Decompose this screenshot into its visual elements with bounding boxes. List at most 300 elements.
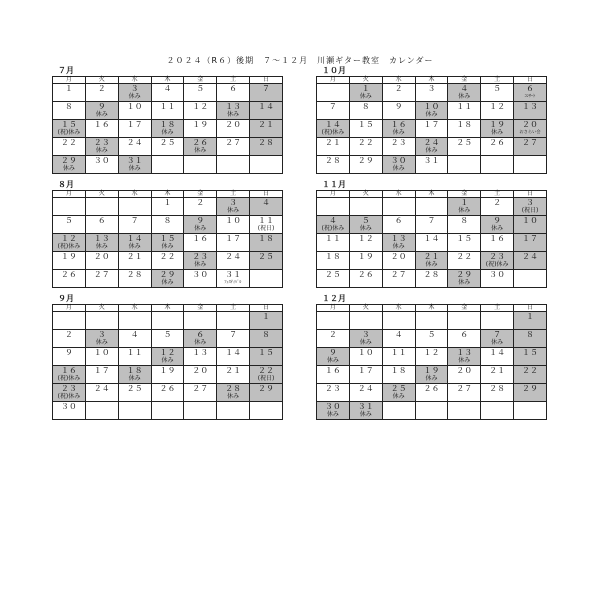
day-note: 休み	[359, 339, 372, 346]
day-number: １０	[423, 102, 440, 111]
day-cell	[53, 234, 86, 252]
day-number: １５	[159, 234, 176, 243]
day-number: ４	[460, 84, 469, 93]
day-cell	[382, 156, 415, 174]
day-cell	[415, 270, 448, 288]
day-cell	[514, 84, 547, 102]
day-number: ２０	[456, 366, 473, 375]
day-cell	[448, 198, 481, 216]
day-number: ２７	[93, 270, 110, 279]
day-cell	[151, 384, 184, 402]
empty-cell	[514, 156, 547, 174]
empty-cell	[317, 312, 350, 330]
day-number: ８	[163, 216, 172, 225]
week-row	[53, 156, 283, 174]
day-note: 休み	[392, 393, 405, 400]
empty-cell	[53, 198, 86, 216]
day-cell	[217, 366, 250, 384]
day-cell	[118, 120, 151, 138]
day-note: (祝)休み	[57, 243, 81, 250]
day-cell	[118, 330, 151, 348]
day-cell	[184, 84, 217, 102]
day-cell	[217, 234, 250, 252]
day-cell	[53, 120, 86, 138]
day-number: ６	[196, 330, 205, 339]
empty-cell	[184, 156, 217, 174]
day-number: ２０	[93, 252, 110, 261]
week-row	[317, 312, 547, 330]
day-number: ２９	[357, 156, 374, 165]
day-number: １８	[126, 366, 143, 375]
day-number: １４	[489, 348, 506, 357]
day-number: ６	[460, 330, 469, 339]
empty-cell	[448, 402, 481, 420]
day-cell	[85, 348, 118, 366]
day-cell	[349, 234, 382, 252]
day-number: １２	[489, 102, 506, 111]
empty-cell	[382, 402, 415, 420]
day-cell	[514, 216, 547, 234]
day-number: １１	[159, 102, 176, 111]
empty-cell	[184, 402, 217, 420]
empty-cell	[514, 270, 547, 288]
week-row	[317, 120, 547, 138]
day-cell	[382, 384, 415, 402]
day-number: １９	[192, 120, 209, 129]
empty-cell	[317, 198, 350, 216]
day-note: 休み	[194, 261, 207, 268]
day-cell	[349, 330, 382, 348]
day-cell	[317, 252, 350, 270]
day-number: ４	[262, 198, 271, 207]
week-row	[53, 216, 283, 234]
empty-cell	[415, 402, 448, 420]
day-cell	[349, 402, 382, 420]
day-number: ２１	[258, 120, 275, 129]
empty-cell	[415, 198, 448, 216]
day-note: 休み	[359, 93, 372, 100]
day-note: 休み	[392, 165, 405, 172]
day-cell	[85, 120, 118, 138]
calendar-august	[52, 180, 283, 288]
day-cell	[448, 216, 481, 234]
day-number: １５	[522, 348, 539, 357]
weekday-header: 日	[250, 191, 283, 198]
day-cell	[415, 120, 448, 138]
day-number: ９	[97, 102, 106, 111]
empty-cell	[217, 402, 250, 420]
day-cell	[53, 366, 86, 384]
day-cell	[349, 252, 382, 270]
day-cell	[448, 366, 481, 384]
day-number: １７	[126, 120, 143, 129]
day-cell	[184, 216, 217, 234]
day-number: ２１	[324, 138, 341, 147]
day-number: ２９	[60, 156, 77, 165]
day-cell	[448, 384, 481, 402]
week-row	[317, 102, 547, 120]
weekday-header: 水	[382, 191, 415, 198]
day-number: ３１	[225, 270, 242, 279]
day-cell	[250, 138, 283, 156]
day-number: １７	[225, 234, 242, 243]
day-number: １３	[390, 234, 407, 243]
day-note: 休み	[491, 225, 504, 232]
weekday-header: 月	[53, 191, 86, 198]
day-cell	[151, 216, 184, 234]
day-note: 休み	[491, 339, 504, 346]
day-cell	[514, 102, 547, 120]
day-cell	[217, 198, 250, 216]
weekday-header: 火	[85, 191, 118, 198]
day-note: 休み	[458, 279, 471, 286]
day-cell	[349, 366, 382, 384]
day-cell	[250, 348, 283, 366]
empty-cell	[184, 312, 217, 330]
weekday-header: 日	[514, 77, 547, 84]
week-row	[53, 384, 283, 402]
day-cell	[53, 384, 86, 402]
day-cell	[514, 120, 547, 138]
day-cell	[151, 138, 184, 156]
day-cell	[250, 198, 283, 216]
day-note: 休み	[62, 165, 75, 172]
day-cell	[317, 138, 350, 156]
day-number: １０	[357, 348, 374, 357]
day-cell	[481, 270, 514, 288]
day-number: １７	[522, 234, 539, 243]
day-number: １６	[489, 234, 506, 243]
day-number: １６	[60, 366, 77, 375]
day-cell	[151, 270, 184, 288]
day-cell	[53, 156, 86, 174]
day-number: ４	[163, 84, 172, 93]
day-cell	[317, 366, 350, 384]
day-number: １１	[258, 216, 275, 225]
day-number: １９	[60, 252, 77, 261]
weekday-header: 火	[85, 305, 118, 312]
day-cell	[448, 330, 481, 348]
day-cell	[53, 270, 86, 288]
day-cell	[448, 348, 481, 366]
day-number: ６	[229, 84, 238, 93]
day-cell	[85, 384, 118, 402]
empty-cell	[217, 156, 250, 174]
day-cell	[448, 138, 481, 156]
day-cell	[349, 384, 382, 402]
day-number: ２８	[225, 384, 242, 393]
day-number: ２４	[225, 252, 242, 261]
day-cell	[151, 330, 184, 348]
day-cell	[151, 366, 184, 384]
day-cell	[184, 138, 217, 156]
day-cell	[118, 270, 151, 288]
day-number: ２７	[390, 270, 407, 279]
day-number: ２３	[60, 384, 77, 393]
day-cell	[382, 102, 415, 120]
day-cell	[250, 234, 283, 252]
day-cell	[217, 252, 250, 270]
day-number: ２６	[192, 138, 209, 147]
day-number: ３０	[489, 270, 506, 279]
day-number: ２９	[159, 270, 176, 279]
day-cell	[53, 138, 86, 156]
day-note: 休み	[491, 129, 504, 136]
day-cell	[184, 366, 217, 384]
day-number: １２	[159, 348, 176, 357]
week-row	[53, 102, 283, 120]
day-note: 休み	[95, 339, 108, 346]
day-number: ５	[493, 84, 502, 93]
day-number: ９	[394, 102, 403, 111]
day-number: ７	[262, 84, 271, 93]
weekday-header: 日	[514, 191, 547, 198]
day-number: ８	[526, 330, 535, 339]
day-cell	[415, 234, 448, 252]
month-grid	[52, 190, 283, 288]
day-cell	[415, 138, 448, 156]
day-number: ７	[130, 216, 139, 225]
day-number: ２７	[522, 138, 539, 147]
day-cell	[85, 102, 118, 120]
month-label: １１月	[322, 180, 346, 189]
month-grid	[52, 304, 283, 420]
month-grid	[52, 76, 283, 174]
day-number: １２	[357, 234, 374, 243]
day-number: ２３	[192, 252, 209, 261]
day-cell	[250, 330, 283, 348]
day-cell	[118, 348, 151, 366]
day-number: １７	[423, 120, 440, 129]
day-number: ２２	[522, 366, 539, 375]
day-cell	[85, 84, 118, 102]
day-number: １	[163, 198, 172, 207]
day-cell	[382, 252, 415, 270]
day-cell	[217, 330, 250, 348]
day-cell	[382, 234, 415, 252]
day-cell	[481, 384, 514, 402]
day-note: (祝)休み	[485, 261, 509, 268]
day-number: ４	[328, 216, 337, 225]
day-cell	[448, 234, 481, 252]
day-number: ２６	[489, 138, 506, 147]
day-number: １７	[357, 366, 374, 375]
day-cell	[317, 102, 350, 120]
day-cell	[85, 138, 118, 156]
day-number: ２６	[159, 384, 176, 393]
day-number: １３	[456, 348, 473, 357]
day-note: 休み	[227, 111, 240, 118]
day-number: ２１	[126, 252, 143, 261]
day-cell	[382, 366, 415, 384]
day-cell	[481, 330, 514, 348]
weekday-header: 木	[151, 305, 184, 312]
day-cell	[53, 102, 86, 120]
day-number: １１	[126, 348, 143, 357]
day-number: ２	[328, 330, 337, 339]
day-number: １２	[192, 102, 209, 111]
weekday-header: 土	[481, 191, 514, 198]
day-number: ２０	[390, 252, 407, 261]
day-number: １８	[258, 234, 275, 243]
day-number: ９	[196, 216, 205, 225]
day-number: １７	[93, 366, 110, 375]
day-number: １９	[489, 120, 506, 129]
day-cell	[118, 234, 151, 252]
day-number: ２８	[489, 384, 506, 393]
day-note: 休み	[194, 225, 207, 232]
day-number: ２１	[225, 366, 242, 375]
day-cell	[481, 84, 514, 102]
day-number: ２２	[159, 252, 176, 261]
day-number: ３０	[324, 402, 341, 411]
day-note: 休み	[458, 207, 471, 214]
weekday-header: 土	[481, 77, 514, 84]
day-number: ２５	[324, 270, 341, 279]
day-number: ２	[196, 198, 205, 207]
day-number: ２８	[324, 156, 341, 165]
day-note: 休み	[326, 357, 339, 364]
week-row	[53, 138, 283, 156]
week-row	[317, 366, 547, 384]
day-number: １８	[324, 252, 341, 261]
day-cell	[250, 312, 283, 330]
day-number: ２４	[423, 138, 440, 147]
day-number: １０	[522, 216, 539, 225]
day-cell	[184, 234, 217, 252]
empty-cell	[53, 312, 86, 330]
day-note: 休み	[194, 339, 207, 346]
day-number: １	[460, 198, 469, 207]
day-number: ４	[394, 330, 403, 339]
day-cell	[151, 234, 184, 252]
day-number: ２１	[423, 252, 440, 261]
day-cell	[481, 366, 514, 384]
week-row	[317, 138, 547, 156]
day-cell	[250, 252, 283, 270]
day-number: １９	[423, 366, 440, 375]
calendar-december	[316, 294, 547, 420]
day-note: 休み	[161, 129, 174, 136]
day-number: ８	[262, 330, 271, 339]
weekday-header: 水	[118, 77, 151, 84]
day-number: ７	[229, 330, 238, 339]
empty-cell	[151, 312, 184, 330]
day-cell	[481, 234, 514, 252]
day-cell	[184, 270, 217, 288]
day-note: 休み	[194, 147, 207, 154]
day-number: ９	[493, 216, 502, 225]
day-number: １６	[390, 120, 407, 129]
week-row	[53, 402, 283, 420]
empty-cell	[481, 402, 514, 420]
day-cell	[317, 384, 350, 402]
month-label: ９月	[58, 294, 74, 303]
day-cell	[382, 84, 415, 102]
weekday-header: 月	[317, 305, 350, 312]
day-cell	[250, 120, 283, 138]
empty-cell	[382, 312, 415, 330]
day-number: ６	[97, 216, 106, 225]
day-cell	[481, 138, 514, 156]
empty-cell	[448, 156, 481, 174]
day-number: ７	[427, 216, 436, 225]
weekday-header: 水	[382, 77, 415, 84]
day-cell	[317, 402, 350, 420]
day-number: １４	[258, 102, 275, 111]
day-number: ３０	[192, 270, 209, 279]
day-number: ３１	[357, 402, 374, 411]
weekday-header: 月	[317, 191, 350, 198]
weekday-header: 土	[481, 305, 514, 312]
day-cell	[217, 84, 250, 102]
day-cell	[217, 270, 250, 288]
day-note: (祝日)	[257, 225, 275, 232]
day-number: ８	[460, 216, 469, 225]
day-cell	[514, 252, 547, 270]
calendar-november	[316, 180, 547, 288]
day-number: ２	[493, 198, 502, 207]
day-cell	[481, 216, 514, 234]
day-cell	[448, 84, 481, 102]
day-number: ２９	[522, 384, 539, 393]
day-number: ２４	[522, 252, 539, 261]
weekday-header: 木	[151, 77, 184, 84]
empty-cell	[85, 402, 118, 420]
day-note: (祝)休み	[57, 393, 81, 400]
day-number: ２０	[225, 120, 242, 129]
day-note: 休み	[161, 357, 174, 364]
day-number: ９	[328, 348, 337, 357]
day-cell	[85, 366, 118, 384]
day-cell	[184, 330, 217, 348]
day-number: １１	[456, 102, 473, 111]
day-cell	[415, 330, 448, 348]
day-number: ２５	[159, 138, 176, 147]
day-cell	[217, 120, 250, 138]
month-label: １０月	[322, 66, 346, 75]
day-cell	[382, 120, 415, 138]
day-cell	[382, 216, 415, 234]
day-note: 休み	[161, 243, 174, 250]
empty-cell	[448, 312, 481, 330]
week-row	[317, 252, 547, 270]
weekday-header: 水	[382, 305, 415, 312]
day-cell	[415, 252, 448, 270]
day-note: (祝)休み	[57, 129, 81, 136]
day-cell	[85, 216, 118, 234]
day-number: １５	[456, 234, 473, 243]
day-cell	[217, 138, 250, 156]
day-cell	[448, 102, 481, 120]
day-number: ５	[163, 330, 172, 339]
day-number: ２５	[258, 252, 275, 261]
day-cell	[85, 234, 118, 252]
day-number: １５	[357, 120, 374, 129]
day-number: ２０	[522, 120, 539, 129]
empty-cell	[250, 270, 283, 288]
day-cell	[415, 84, 448, 102]
day-number: ２８	[258, 138, 275, 147]
weekday-header: 木	[415, 191, 448, 198]
day-number: ２	[64, 330, 73, 339]
day-number: ２６	[60, 270, 77, 279]
week-row	[53, 234, 283, 252]
day-note: 休み	[128, 165, 141, 172]
weekday-header: 土	[217, 305, 250, 312]
day-note: (祝日)	[521, 207, 539, 214]
day-note: 休み	[425, 111, 438, 118]
